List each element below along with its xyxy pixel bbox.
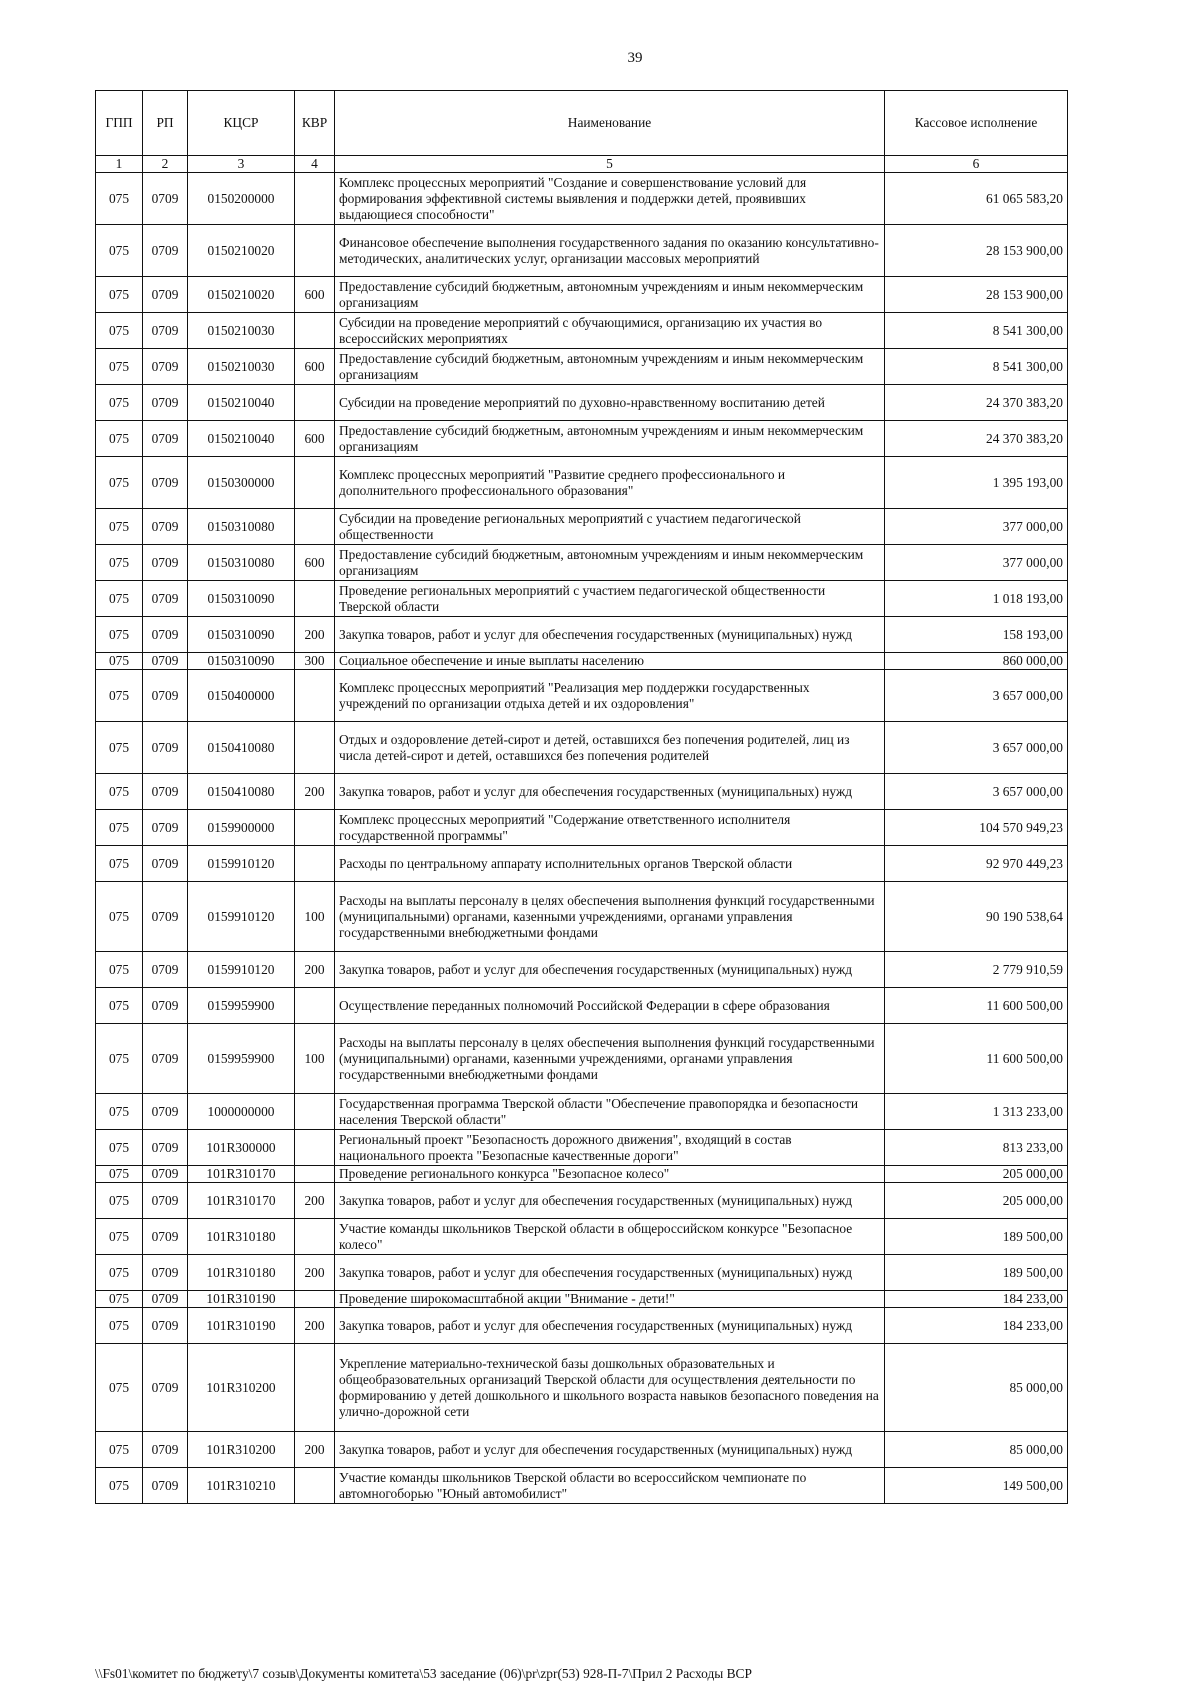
header-amount: Кассовое исполнение bbox=[885, 91, 1068, 156]
cell-amount: 8 541 300,00 bbox=[885, 313, 1068, 349]
table-row bbox=[96, 1130, 1068, 1166]
cell-name: Участие команды школьников Тверской области во всероссийском чемпионате по автомногоборью "Юный автомобилист" bbox=[335, 1468, 885, 1504]
cell-name: Закупка товаров, работ и услуг для обеспечения государственных (муниципальных) нужд bbox=[335, 1183, 885, 1219]
cell-name: Субсидии на проведение мероприятий с обучающимися, организацию их участия во всероссийских мероприятиях bbox=[335, 313, 885, 349]
cell-amount: 8 541 300,00 bbox=[885, 349, 1068, 385]
cell-gpp: 075 bbox=[96, 1024, 143, 1094]
cell-kcsr: 0150200000 bbox=[188, 173, 295, 225]
cell-amount: 189 500,00 bbox=[885, 1255, 1068, 1291]
cell-rp: 0709 bbox=[143, 846, 188, 882]
cell-name: Субсидии на проведение мероприятий по духовно-нравственному воспитанию детей bbox=[335, 385, 885, 421]
cell-name: Участие команды школьников Тверской области в общероссийском конкурсе "Безопасное колесо" bbox=[335, 1219, 885, 1255]
cell-gpp: 075 bbox=[96, 774, 143, 810]
table-row bbox=[96, 581, 1068, 617]
cell-kvr: 100 bbox=[295, 1024, 335, 1094]
cell-kvr bbox=[295, 313, 335, 349]
cell-kvr: 600 bbox=[295, 545, 335, 581]
cell-rp: 0709 bbox=[143, 1166, 188, 1183]
table-row bbox=[96, 1468, 1068, 1504]
cell-rp: 0709 bbox=[143, 581, 188, 617]
cell-name: Комплекс процессных мероприятий "Реализация мер поддержки государственных учреждений по организации отдыха детей и их оздоровления" bbox=[335, 670, 885, 722]
cell-kcsr: 101R310210 bbox=[188, 1468, 295, 1504]
cell-rp: 0709 bbox=[143, 349, 188, 385]
cell-rp: 0709 bbox=[143, 1094, 188, 1130]
column-index: 6 bbox=[885, 156, 1068, 173]
table-row bbox=[96, 1308, 1068, 1344]
cell-name: Государственная программа Тверской области "Обеспечение правопорядка и безопасности населения Тверской области" bbox=[335, 1094, 885, 1130]
cell-kcsr: 0150310090 bbox=[188, 617, 295, 653]
cell-kvr: 200 bbox=[295, 774, 335, 810]
table-row bbox=[96, 988, 1068, 1024]
table-row bbox=[96, 421, 1068, 457]
cell-gpp: 075 bbox=[96, 349, 143, 385]
cell-kvr: 600 bbox=[295, 277, 335, 313]
cell-kvr bbox=[295, 1094, 335, 1130]
cell-amount: 85 000,00 bbox=[885, 1344, 1068, 1432]
cell-kcsr: 101R310180 bbox=[188, 1219, 295, 1255]
cell-rp: 0709 bbox=[143, 509, 188, 545]
cell-kvr: 200 bbox=[295, 1255, 335, 1291]
cell-gpp: 075 bbox=[96, 653, 143, 670]
cell-kvr bbox=[295, 810, 335, 846]
cell-kvr bbox=[295, 846, 335, 882]
cell-kcsr: 0150210020 bbox=[188, 277, 295, 313]
cell-amount: 24 370 383,20 bbox=[885, 385, 1068, 421]
cell-kvr: 200 bbox=[295, 1432, 335, 1468]
cell-kvr: 200 bbox=[295, 1308, 335, 1344]
table-row bbox=[96, 670, 1068, 722]
cell-kcsr: 101R310170 bbox=[188, 1183, 295, 1219]
cell-kcsr: 1000000000 bbox=[188, 1094, 295, 1130]
cell-name: Комплекс процессных мероприятий "Создание и совершенствование условий для формирования эффективной системы выявления и поддержки детей, проявивших выдающиеся способности" bbox=[335, 173, 885, 225]
cell-gpp: 075 bbox=[96, 670, 143, 722]
cell-amount: 158 193,00 bbox=[885, 617, 1068, 653]
cell-kvr bbox=[295, 173, 335, 225]
table-row bbox=[96, 952, 1068, 988]
cell-gpp: 075 bbox=[96, 988, 143, 1024]
cell-name: Социальное обеспечение и иные выплаты населению bbox=[335, 653, 885, 670]
column-index: 4 bbox=[295, 156, 335, 173]
cell-kcsr: 0150210020 bbox=[188, 225, 295, 277]
cell-rp: 0709 bbox=[143, 1291, 188, 1308]
cell-amount: 1 018 193,00 bbox=[885, 581, 1068, 617]
cell-gpp: 075 bbox=[96, 173, 143, 225]
cell-amount: 28 153 900,00 bbox=[885, 277, 1068, 313]
cell-rp: 0709 bbox=[143, 1130, 188, 1166]
cell-amount: 184 233,00 bbox=[885, 1291, 1068, 1308]
cell-gpp: 075 bbox=[96, 1432, 143, 1468]
cell-rp: 0709 bbox=[143, 670, 188, 722]
cell-gpp: 075 bbox=[96, 1183, 143, 1219]
cell-gpp: 075 bbox=[96, 277, 143, 313]
cell-name: Закупка товаров, работ и услуг для обеспечения государственных (муниципальных) нужд bbox=[335, 774, 885, 810]
table-row bbox=[96, 509, 1068, 545]
cell-name: Субсидии на проведение региональных мероприятий с участием педагогической общественности bbox=[335, 509, 885, 545]
cell-name: Закупка товаров, работ и услуг для обеспечения государственных (муниципальных) нужд bbox=[335, 1255, 885, 1291]
cell-rp: 0709 bbox=[143, 810, 188, 846]
table-body bbox=[96, 173, 1068, 1504]
cell-gpp: 075 bbox=[96, 545, 143, 581]
cell-rp: 0709 bbox=[143, 1255, 188, 1291]
cell-gpp: 075 bbox=[96, 1308, 143, 1344]
cell-gpp: 075 bbox=[96, 421, 143, 457]
table-row bbox=[96, 1166, 1068, 1183]
cell-gpp: 075 bbox=[96, 1344, 143, 1432]
cell-rp: 0709 bbox=[143, 1344, 188, 1432]
cell-kcsr: 101R300000 bbox=[188, 1130, 295, 1166]
cell-rp: 0709 bbox=[143, 988, 188, 1024]
cell-amount: 2 779 910,59 bbox=[885, 952, 1068, 988]
cell-gpp: 075 bbox=[96, 952, 143, 988]
cell-amount: 61 065 583,20 bbox=[885, 173, 1068, 225]
cell-kcsr: 0150310090 bbox=[188, 581, 295, 617]
table-row bbox=[96, 1291, 1068, 1308]
cell-gpp: 075 bbox=[96, 810, 143, 846]
cell-name: Комплекс процессных мероприятий "Содержание ответственного исполнителя государственной программы" bbox=[335, 810, 885, 846]
table-row bbox=[96, 225, 1068, 277]
cell-amount: 3 657 000,00 bbox=[885, 774, 1068, 810]
cell-kvr bbox=[295, 581, 335, 617]
cell-rp: 0709 bbox=[143, 774, 188, 810]
cell-amount: 860 000,00 bbox=[885, 653, 1068, 670]
cell-name: Укрепление материально-технической базы дошкольных образовательных и общеобразовательных организаций Тверской области для осуществления деятельности по формированию у детей дошкольного и школьного возраста навыков безопасного поведения на улично-дорожной сети bbox=[335, 1344, 885, 1432]
table-row bbox=[96, 810, 1068, 846]
header-kcsr: КЦСР bbox=[188, 91, 295, 156]
table-row bbox=[96, 457, 1068, 509]
cell-amount: 205 000,00 bbox=[885, 1166, 1068, 1183]
table-row bbox=[96, 1183, 1068, 1219]
cell-name: Предоставление субсидий бюджетным, автономным учреждениям и иным некоммерческим организациям bbox=[335, 421, 885, 457]
cell-gpp: 075 bbox=[96, 457, 143, 509]
cell-amount: 184 233,00 bbox=[885, 1308, 1068, 1344]
table-row bbox=[96, 774, 1068, 810]
cell-kcsr: 0150210040 bbox=[188, 421, 295, 457]
cell-name: Расходы на выплаты персоналу в целях обеспечения выполнения функций государственными (муниципальными) органами, казенными учреждениями, органами управления государственными внебюджетными фондами bbox=[335, 882, 885, 952]
cell-gpp: 075 bbox=[96, 1094, 143, 1130]
cell-amount: 149 500,00 bbox=[885, 1468, 1068, 1504]
cell-name: Региональный проект "Безопасность дорожного движения", входящий в состав национального проекта "Безопасные качественные дороги" bbox=[335, 1130, 885, 1166]
cell-name: Закупка товаров, работ и услуг для обеспечения государственных (муниципальных) нужд bbox=[335, 617, 885, 653]
cell-gpp: 075 bbox=[96, 722, 143, 774]
cell-kcsr: 0150210030 bbox=[188, 349, 295, 385]
cell-amount: 1 313 233,00 bbox=[885, 1094, 1068, 1130]
cell-kcsr: 0159910120 bbox=[188, 846, 295, 882]
cell-rp: 0709 bbox=[143, 1468, 188, 1504]
cell-rp: 0709 bbox=[143, 882, 188, 952]
header-gpp: ГПП bbox=[96, 91, 143, 156]
header-row bbox=[96, 91, 1068, 156]
column-index: 3 bbox=[188, 156, 295, 173]
table-row bbox=[96, 617, 1068, 653]
cell-kvr: 200 bbox=[295, 1183, 335, 1219]
cell-kcsr: 0150210040 bbox=[188, 385, 295, 421]
cell-rp: 0709 bbox=[143, 952, 188, 988]
header-rp: РП bbox=[143, 91, 188, 156]
cell-rp: 0709 bbox=[143, 1183, 188, 1219]
cell-kcsr: 101R310170 bbox=[188, 1166, 295, 1183]
cell-rp: 0709 bbox=[143, 313, 188, 349]
cell-kvr bbox=[295, 1166, 335, 1183]
cell-kcsr: 0150310080 bbox=[188, 509, 295, 545]
table-row bbox=[96, 1024, 1068, 1094]
cell-kcsr: 0150310090 bbox=[188, 653, 295, 670]
cell-kvr bbox=[295, 385, 335, 421]
cell-rp: 0709 bbox=[143, 385, 188, 421]
cell-kvr bbox=[295, 225, 335, 277]
cell-amount: 189 500,00 bbox=[885, 1219, 1068, 1255]
cell-amount: 28 153 900,00 bbox=[885, 225, 1068, 277]
footer-file-path: \\Fs01\комитет по бюджету\7 созыв\Документы комитета\53 заседание (06)\pr\zpr(53) 928-П-7\Прил 2 Расходы ВСР bbox=[95, 1666, 752, 1681]
table-row bbox=[96, 349, 1068, 385]
budget-table bbox=[95, 90, 1068, 1504]
cell-name: Отдых и оздоровление детей-сирот и детей, оставшихся без попечения родителей, лиц из числа детей-сирот и детей, оставшихся без попечения родителей bbox=[335, 722, 885, 774]
table-row bbox=[96, 722, 1068, 774]
cell-gpp: 075 bbox=[96, 846, 143, 882]
cell-name: Проведение региональных мероприятий с участием педагогической общественности Тверской области bbox=[335, 581, 885, 617]
table-row bbox=[96, 1094, 1068, 1130]
cell-amount: 377 000,00 bbox=[885, 509, 1068, 545]
cell-name: Предоставление субсидий бюджетным, автономным учреждениям и иным некоммерческим организациям bbox=[335, 349, 885, 385]
cell-kcsr: 0159959900 bbox=[188, 988, 295, 1024]
table-row bbox=[96, 277, 1068, 313]
cell-rp: 0709 bbox=[143, 722, 188, 774]
cell-rp: 0709 bbox=[143, 1219, 188, 1255]
cell-name: Закупка товаров, работ и услуг для обеспечения государственных (муниципальных) нужд bbox=[335, 1432, 885, 1468]
cell-gpp: 075 bbox=[96, 385, 143, 421]
table-row bbox=[96, 1344, 1068, 1432]
cell-kcsr: 0150210030 bbox=[188, 313, 295, 349]
table-row bbox=[96, 385, 1068, 421]
cell-name: Расходы по центральному аппарату исполнительных органов Тверской области bbox=[335, 846, 885, 882]
cell-gpp: 075 bbox=[96, 225, 143, 277]
table-row bbox=[96, 1219, 1068, 1255]
table-row bbox=[96, 846, 1068, 882]
cell-name: Предоставление субсидий бюджетным, автономным учреждениям и иным некоммерческим организациям bbox=[335, 545, 885, 581]
cell-kcsr: 0150310080 bbox=[188, 545, 295, 581]
cell-kvr: 100 bbox=[295, 882, 335, 952]
cell-kcsr: 0150410080 bbox=[188, 722, 295, 774]
cell-kvr: 600 bbox=[295, 421, 335, 457]
cell-kvr: 200 bbox=[295, 617, 335, 653]
cell-amount: 90 190 538,64 bbox=[885, 882, 1068, 952]
cell-gpp: 075 bbox=[96, 1255, 143, 1291]
cell-name: Проведение регионального конкурса "Безопасное колесо" bbox=[335, 1166, 885, 1183]
cell-rp: 0709 bbox=[143, 617, 188, 653]
cell-kcsr: 101R310200 bbox=[188, 1344, 295, 1432]
cell-kvr: 200 bbox=[295, 952, 335, 988]
cell-kcsr: 0159959900 bbox=[188, 1024, 295, 1094]
cell-amount: 205 000,00 bbox=[885, 1183, 1068, 1219]
cell-gpp: 075 bbox=[96, 882, 143, 952]
cell-name: Предоставление субсидий бюджетным, автономным учреждениям и иным некоммерческим организациям bbox=[335, 277, 885, 313]
cell-gpp: 075 bbox=[96, 1166, 143, 1183]
cell-name: Закупка товаров, работ и услуг для обеспечения государственных (муниципальных) нужд bbox=[335, 1308, 885, 1344]
cell-name: Комплекс процессных мероприятий "Развитие среднего профессионального и дополнительного профессионального образования" bbox=[335, 457, 885, 509]
cell-gpp: 075 bbox=[96, 509, 143, 545]
cell-kcsr: 0150300000 bbox=[188, 457, 295, 509]
cell-kvr bbox=[295, 670, 335, 722]
cell-kvr: 300 bbox=[295, 653, 335, 670]
table-row bbox=[96, 313, 1068, 349]
table-row bbox=[96, 882, 1068, 952]
cell-gpp: 075 bbox=[96, 1468, 143, 1504]
cell-name: Закупка товаров, работ и услуг для обеспечения государственных (муниципальных) нужд bbox=[335, 952, 885, 988]
cell-kvr bbox=[295, 1468, 335, 1504]
cell-kvr bbox=[295, 1130, 335, 1166]
cell-name: Осуществление переданных полномочий Российской Федерации в сфере образования bbox=[335, 988, 885, 1024]
cell-gpp: 075 bbox=[96, 581, 143, 617]
column-index-row bbox=[96, 156, 1068, 173]
cell-name: Проведение широкомасштабной акции "Внимание - дети!" bbox=[335, 1291, 885, 1308]
column-index: 1 bbox=[96, 156, 143, 173]
cell-amount: 92 970 449,23 bbox=[885, 846, 1068, 882]
cell-kcsr: 0150410080 bbox=[188, 774, 295, 810]
cell-amount: 104 570 949,23 bbox=[885, 810, 1068, 846]
cell-kvr bbox=[295, 1344, 335, 1432]
cell-kcsr: 0150400000 bbox=[188, 670, 295, 722]
cell-kcsr: 101R310200 bbox=[188, 1432, 295, 1468]
table-row bbox=[96, 1432, 1068, 1468]
cell-kcsr: 101R310180 bbox=[188, 1255, 295, 1291]
cell-amount: 3 657 000,00 bbox=[885, 670, 1068, 722]
cell-name: Финансовое обеспечение выполнения государственного задания по оказанию консультативно-методических, аналитических услуг, организации массовых мероприятий bbox=[335, 225, 885, 277]
cell-kcsr: 101R310190 bbox=[188, 1291, 295, 1308]
cell-amount: 813 233,00 bbox=[885, 1130, 1068, 1166]
cell-amount: 11 600 500,00 bbox=[885, 1024, 1068, 1094]
column-index: 2 bbox=[143, 156, 188, 173]
cell-amount: 377 000,00 bbox=[885, 545, 1068, 581]
cell-rp: 0709 bbox=[143, 277, 188, 313]
cell-kvr: 600 bbox=[295, 349, 335, 385]
header-name: Наименование bbox=[335, 91, 885, 156]
cell-kcsr: 101R310190 bbox=[188, 1308, 295, 1344]
cell-rp: 0709 bbox=[143, 545, 188, 581]
cell-gpp: 075 bbox=[96, 1291, 143, 1308]
cell-kcsr: 0159910120 bbox=[188, 952, 295, 988]
cell-kvr bbox=[295, 1291, 335, 1308]
cell-name: Расходы на выплаты персоналу в целях обеспечения выполнения функций государственными (муниципальными) органами, казенными учреждениями, органами управления государственными внебюджетными фондами bbox=[335, 1024, 885, 1094]
cell-rp: 0709 bbox=[143, 653, 188, 670]
cell-kvr bbox=[295, 722, 335, 774]
table-row bbox=[96, 545, 1068, 581]
cell-kvr bbox=[295, 988, 335, 1024]
cell-amount: 85 000,00 bbox=[885, 1432, 1068, 1468]
table-row bbox=[96, 653, 1068, 670]
cell-rp: 0709 bbox=[143, 225, 188, 277]
cell-amount: 1 395 193,00 bbox=[885, 457, 1068, 509]
cell-rp: 0709 bbox=[143, 173, 188, 225]
cell-rp: 0709 bbox=[143, 421, 188, 457]
cell-kvr bbox=[295, 457, 335, 509]
cell-rp: 0709 bbox=[143, 457, 188, 509]
cell-rp: 0709 bbox=[143, 1308, 188, 1344]
cell-kcsr: 0159910120 bbox=[188, 882, 295, 952]
cell-kvr bbox=[295, 1219, 335, 1255]
cell-kvr bbox=[295, 509, 335, 545]
header-kvr: КВР bbox=[295, 91, 335, 156]
cell-gpp: 075 bbox=[96, 1130, 143, 1166]
cell-gpp: 075 bbox=[96, 617, 143, 653]
cell-gpp: 075 bbox=[96, 1219, 143, 1255]
cell-amount: 11 600 500,00 bbox=[885, 988, 1068, 1024]
cell-gpp: 075 bbox=[96, 313, 143, 349]
cell-amount: 3 657 000,00 bbox=[885, 722, 1068, 774]
cell-rp: 0709 bbox=[143, 1432, 188, 1468]
table-row bbox=[96, 1255, 1068, 1291]
cell-rp: 0709 bbox=[143, 1024, 188, 1094]
page-number: 39 bbox=[627, 50, 643, 66]
column-index: 5 bbox=[335, 156, 885, 173]
cell-kcsr: 0159900000 bbox=[188, 810, 295, 846]
cell-amount: 24 370 383,20 bbox=[885, 421, 1068, 457]
table-row bbox=[96, 173, 1068, 225]
